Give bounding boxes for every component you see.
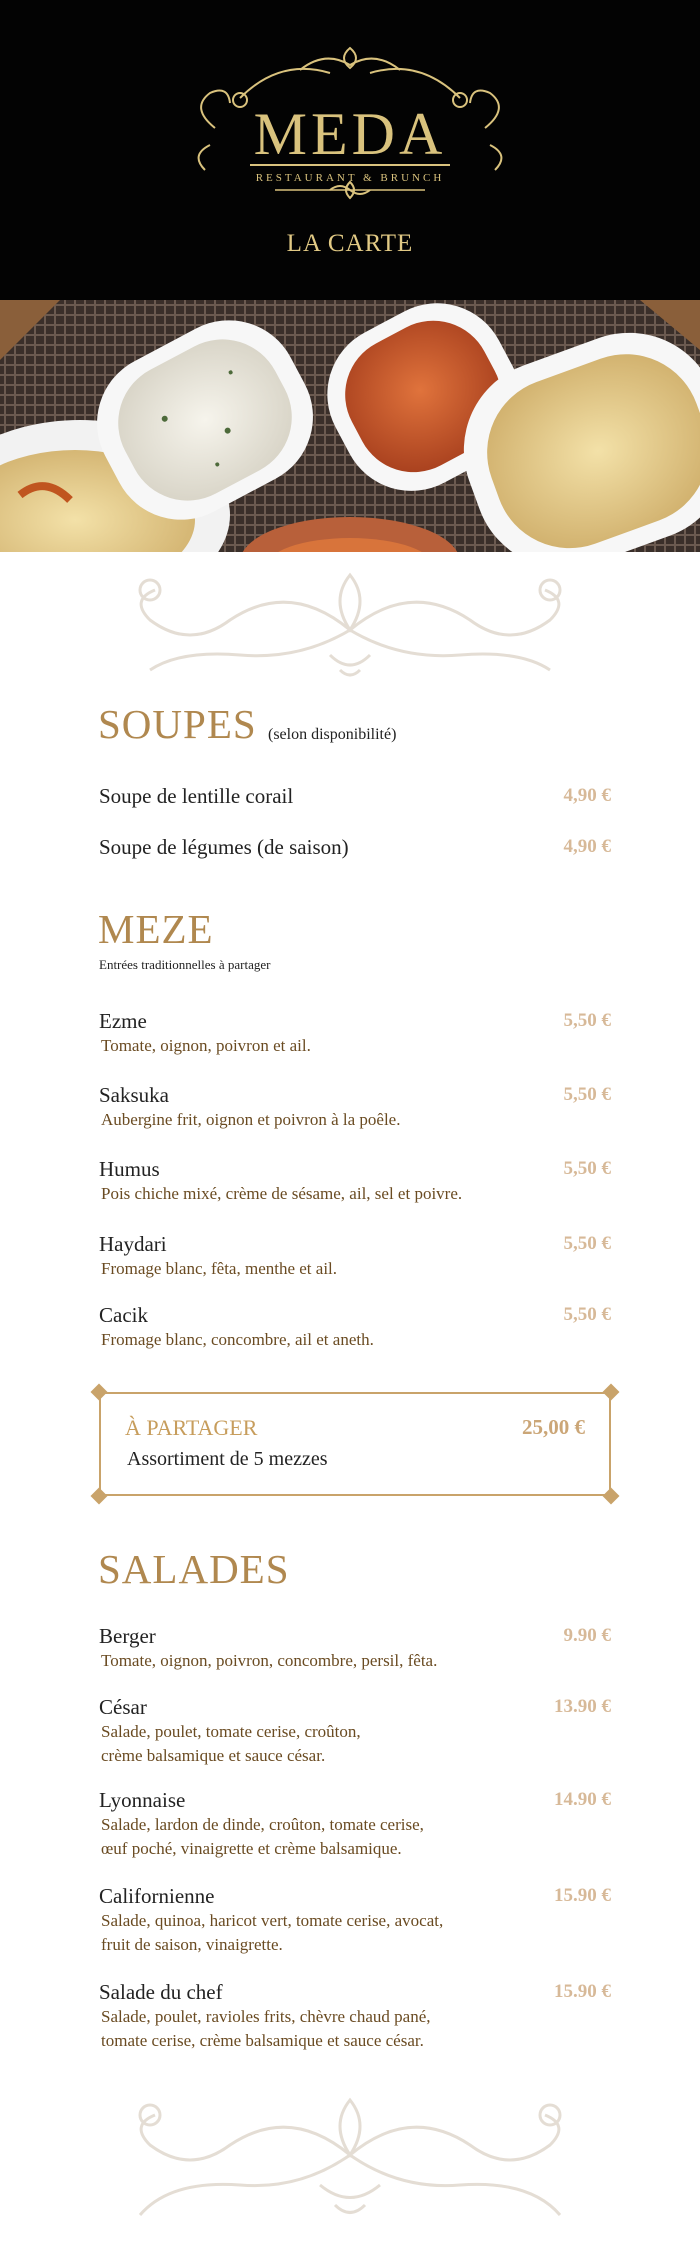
item-name: Soupe de légumes (de saison): [99, 835, 349, 859]
item-name: César: [99, 1695, 147, 1719]
menu-item: [99, 1231, 611, 1281]
menu-item: [99, 1082, 611, 1132]
item-description: Salade, poulet, ravioles frits, chèvre chaud pané,: [101, 2007, 431, 2026]
menu-item: [99, 1694, 611, 1768]
item-price: 15.90 €: [554, 1981, 611, 2002]
item-price: 5,50 €: [563, 1010, 611, 1031]
page-title: LA CARTE: [286, 230, 414, 257]
share-box: [99, 1392, 611, 1496]
brand-tagline: RESTAURANT & BRUNCH: [255, 172, 445, 184]
menu-item: [99, 783, 611, 809]
item-description: Tomate, oignon, poivron, concombre, persil, fêta.: [101, 1651, 438, 1670]
corner-diamond-icon: [603, 1488, 620, 1505]
section-title-salades: SALADES: [98, 1546, 290, 1592]
share-title: À PARTAGER: [125, 1415, 258, 1440]
soupes-note: (selon disponibilité): [268, 726, 397, 743]
item-description: Tomate, oignon, poivron et ail.: [101, 1036, 311, 1055]
ornament-icon: [0, 560, 700, 690]
menu-item: [99, 1883, 611, 1957]
item-name: Californienne: [99, 1884, 215, 1908]
item-name: Soupe de lentille corail: [99, 784, 294, 808]
item-name: Humus: [99, 1157, 160, 1181]
header: [0, 0, 700, 300]
item-price: 5,50 €: [563, 1304, 611, 1325]
item-price: 4,90 €: [563, 785, 611, 806]
item-description: Salade, lardon de dinde, croûton, tomate cerise,: [101, 1815, 424, 1834]
item-name: Ezme: [99, 1009, 147, 1033]
dishes-photo: [0, 300, 700, 552]
section-title-meze: MEZE: [98, 906, 214, 952]
item-description: Fromage blanc, concombre, ail et aneth.: [101, 1330, 374, 1349]
item-name: Berger: [99, 1624, 156, 1648]
share-description: Assortiment de 5 mezzes: [127, 1448, 328, 1470]
menu-item: [99, 1302, 611, 1352]
menu-item: [99, 1623, 611, 1673]
item-price: 5,50 €: [563, 1233, 611, 1254]
section-title-soupes: SOUPES: [98, 701, 257, 747]
item-name: Haydari: [99, 1232, 167, 1256]
item-description: Pois chiche mixé, crème de sésame, ail, sel et poivre.: [101, 1184, 463, 1203]
item-name: Lyonnaise: [99, 1788, 186, 1812]
item-price: 4,90 €: [563, 836, 611, 857]
menu-item: [99, 1008, 611, 1058]
menu-item: [99, 834, 611, 860]
item-price: 15.90 €: [554, 1885, 611, 1906]
menu-item: [99, 1979, 611, 2053]
menu-item: [99, 1156, 611, 1206]
item-price: 13.90 €: [554, 1696, 611, 1717]
corner-diamond-icon: [603, 1384, 620, 1401]
item-description: Aubergine frit, oignon et poivron à la poêle.: [101, 1110, 401, 1129]
item-name: Cacik: [99, 1303, 148, 1327]
corner-diamond-icon: [91, 1488, 108, 1505]
item-name: Salade du chef: [99, 1980, 223, 2004]
item-description: crème balsamique et sauce césar.: [101, 1746, 326, 1765]
share-price: 25,00 €: [522, 1415, 585, 1439]
item-description: fruit de saison, vinaigrette.: [101, 1935, 283, 1954]
item-price: 5,50 €: [563, 1084, 611, 1105]
item-price: 5,50 €: [563, 1158, 611, 1179]
ornament-icon: [0, 2095, 700, 2235]
brand-name: MEDA: [253, 101, 447, 167]
meze-subtitle: Entrées traditionnelles à partager: [99, 957, 271, 972]
menu-item: [99, 1787, 611, 1861]
item-description: œuf poché, vinaigrette et crème balsamique.: [101, 1839, 402, 1858]
item-price: 14.90 €: [554, 1789, 611, 1810]
corner-diamond-icon: [91, 1384, 108, 1401]
item-description: Salade, quinoa, haricot vert, tomate cerise, avocat,: [101, 1911, 444, 1930]
item-description: tomate cerise, crème balsamique et sauce césar.: [101, 2031, 424, 2050]
item-name: Saksuka: [99, 1083, 169, 1107]
item-description: Salade, poulet, tomate cerise, croûton,: [101, 1722, 361, 1741]
item-price: 9.90 €: [563, 1625, 611, 1646]
item-description: Fromage blanc, fêta, menthe et ail.: [101, 1259, 338, 1278]
